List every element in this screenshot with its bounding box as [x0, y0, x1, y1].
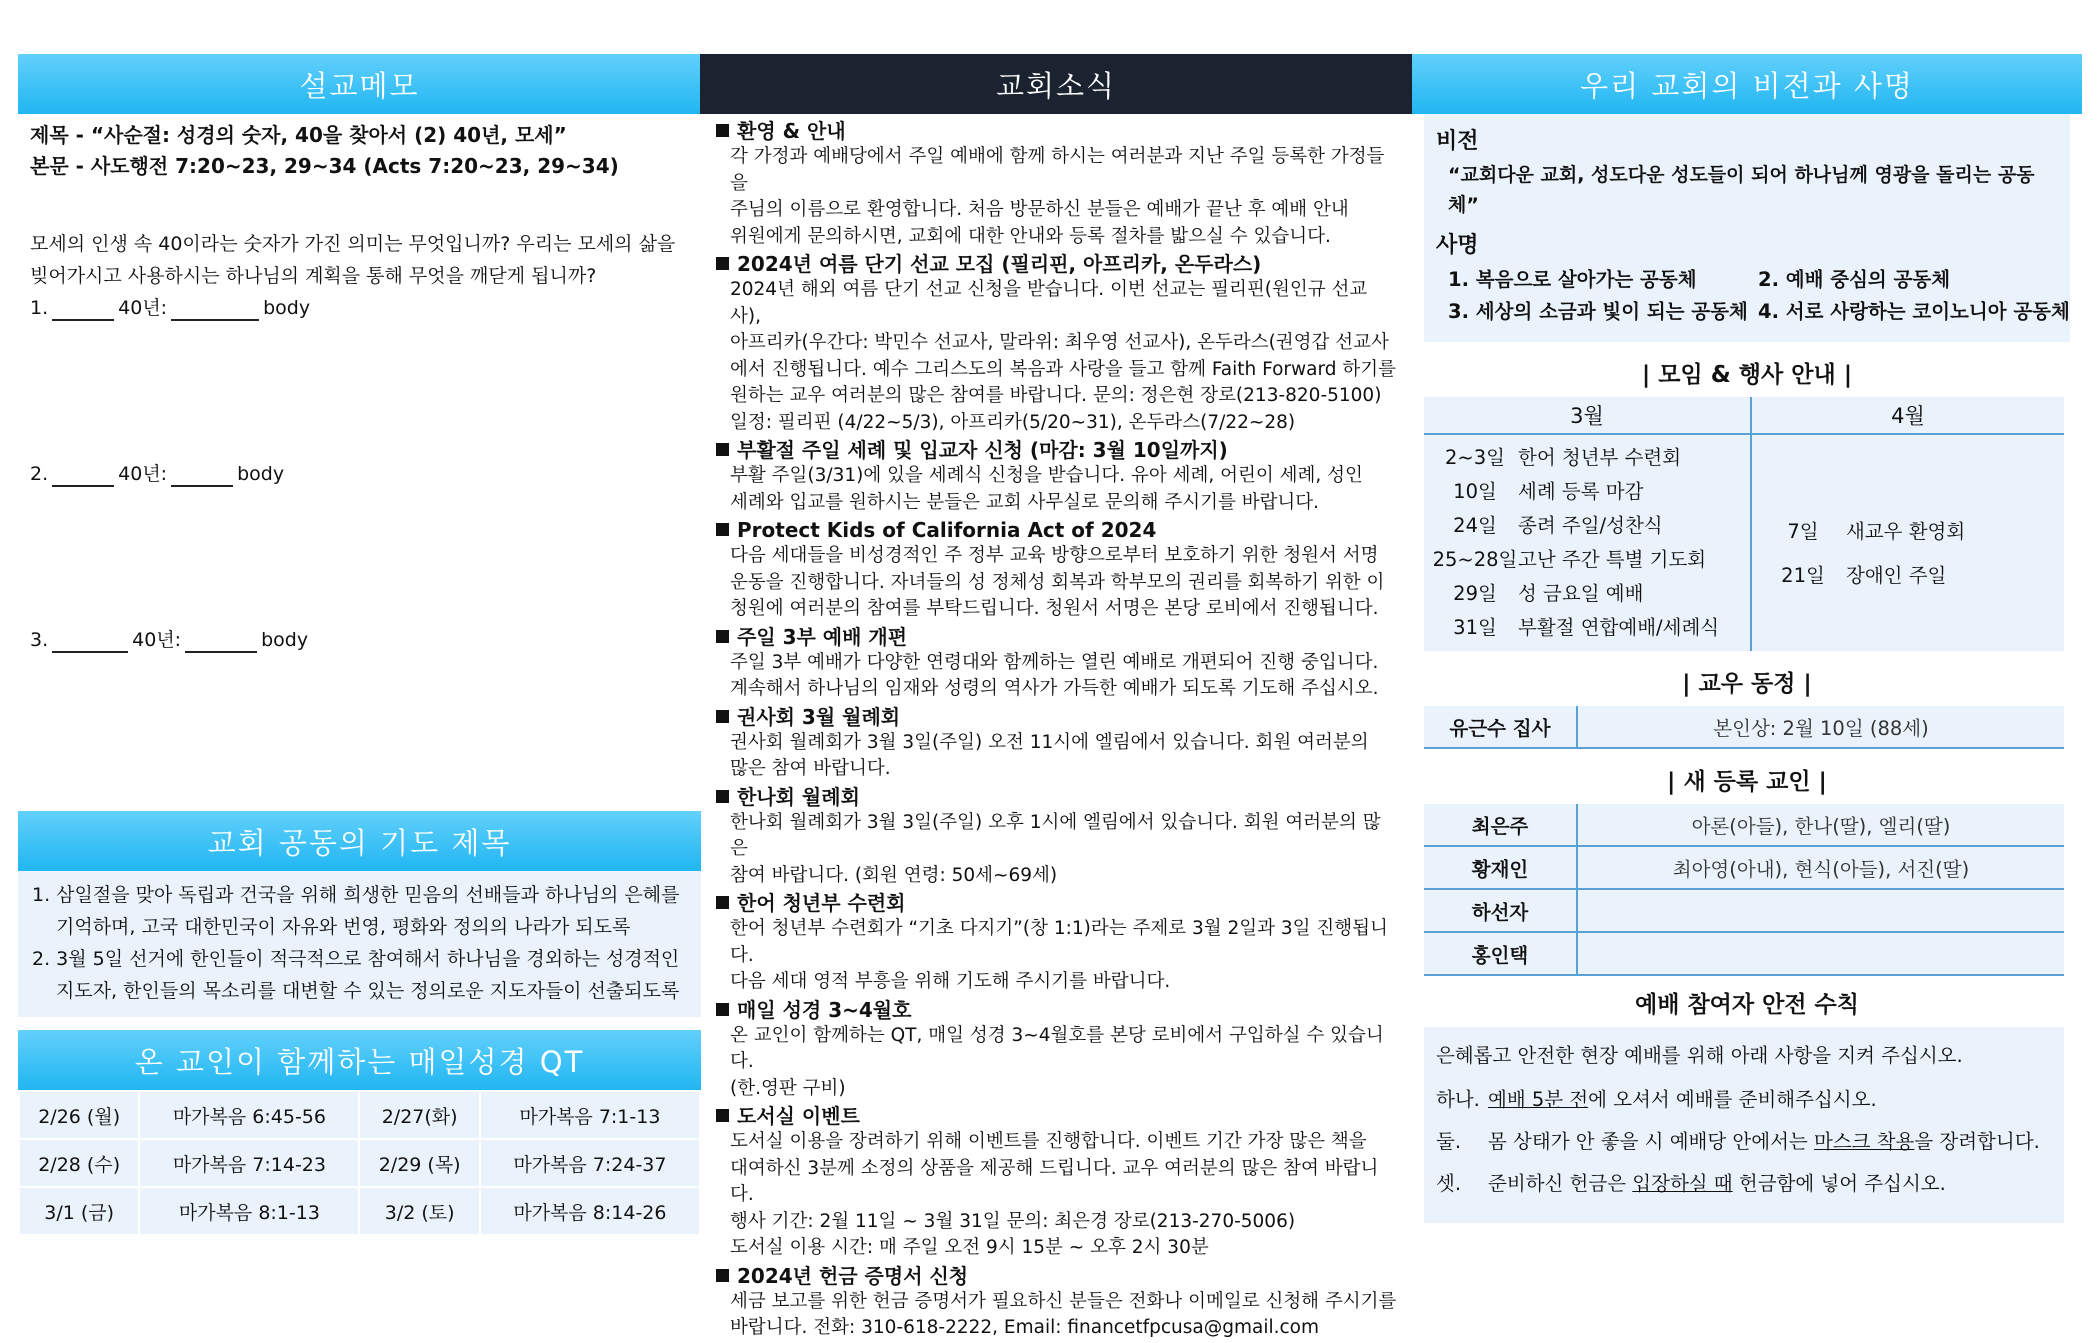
events-table — [1424, 397, 2064, 651]
news-item: 권사회 3월 월례회 권사회 월례회가 3월 3일(주일) 오전 11시에 엘림에서 있습니다. 회원 여러분의 많은 참여 바랍니다. — [716, 704, 1398, 783]
list-item: 25~28일 고난 주간 특별 기도회 — [1432, 548, 1707, 571]
news-item: Protect Kids of California Act of 2024 다음 세대들을 비성경적인 주 정부 교육 방향으로부터 보호하기 위한 청원서 서명 운동을 진행합니다. 자녀들의 성 정체성 회복과 학부모의 권리를 회복하기 위한 이 청원에 여러분의 참여를 부탁드립니다. 청원서 서명은 본당 로비에서 진행됩니다. — [716, 517, 1398, 623]
members-news-table — [1424, 706, 2064, 749]
table-row: 2/26 (월) 마가복음 6:45-56 2/27(화) 마가복음 7:1-13 — [19, 1091, 700, 1139]
safety-title: 예배 참여자 안전 수칙 — [1635, 992, 1859, 1018]
mission-item: 2. 예배 중심의 공동체 — [1758, 268, 1951, 291]
qt-table — [18, 1090, 701, 1236]
news-item: 매일 성경 3~4월호 온 교인이 함께하는 QT, 매일 성경 3~4월호를 본당 로비에서 구입하실 수 있습니다. (한.영판 구비) — [716, 997, 1398, 1103]
prayer-item: 2. 3월 5일 선거에 한인들이 적극적으로 참여해서 하나님을 경외하는 성경적인 지도자, 한인들의 목소리를 대변할 수 있는 정의로운 지도자들이 선출되도록 — [32, 948, 680, 1002]
mission-item: 3. 세상의 소금과 빛이 되는 공동체 — [1448, 300, 1748, 323]
mission-item: 4. 서로 사랑하는 코이노니아 공동체 — [1758, 300, 2070, 323]
sermon-title: 제목 - “사순절: 성경의 숫자, 40을 찾아서 (2) 40년, 모세” — [30, 123, 567, 147]
news-item: 주일 3부 예배 개편 주일 3부 예배가 다양한 연령대와 함께하는 열린 예배로 개편되어 진행 중입니다. 계속해서 하나님의 임재와 성령의 역사가 가득한 예배가 되도록 기도해 주십시오. — [716, 624, 1398, 703]
vision-column — [1412, 54, 2082, 1223]
mission-item: 1. 복음으로 살아가는 공동체 — [1448, 268, 1697, 291]
safety-intro: 은혜롭고 안전한 현장 예배를 위해 아래 사항을 지켜 주십시오. — [1436, 1044, 1963, 1067]
vision-box — [1424, 114, 2070, 342]
safety-box — [1424, 1027, 2064, 1223]
list-item: 7일 새교우 환영회 — [1787, 520, 1966, 543]
list-item: 21일 장애인 주일 — [1781, 564, 1947, 587]
qt-header: 온 교인이 함께하는 매일성경 QT — [18, 1030, 701, 1090]
news-item: 2024년 여름 단기 선교 모집 (필리핀, 아프리카, 온두라스) 2024년 해외 여름 단기 선교 신청을 받습니다. 이번 선교는 필리핀(원인규 선교사), 아프리카(우간다: 박민수 선교사, 말라위: 최우영 선교사), 온두라스(권영갑 선교사 에서 진행됩니다. 예수 그리스도의 복음과 사랑을 들고 함께 Faith Forward 하기를 원하는 교우 여러분의 많은 참여를 바랍니다. 문의: 정은현 장로(213-820-5100) 일정: 필리핀 (4/22~5/3), 아프리카(5/20~31), 온두라스(7/22~28) — [716, 251, 1398, 436]
qt-section — [18, 1030, 701, 1236]
vision-header: 우리 교회의 비전과 사명 — [1412, 54, 2082, 114]
prayer-item: 1. 삼일절을 맞아 독립과 건국을 위해 희생한 믿음의 선배들과 하나님의 은혜를 기억하며, 고국 대한민국이 자유와 번영, 평화와 정의의 나라가 되도록 — [32, 884, 680, 938]
blank-line-1: 1. 40년: body — [30, 297, 311, 319]
safety-rule: 둘. 몸 상태가 안 좋을 시 예배당 안에서는 마스크 착용을 장려합니다. — [1436, 1130, 2040, 1153]
sermon-header: 설교메모 — [18, 54, 701, 114]
table-row: 3/1 (금) 마가복음 8:1-13 3/2 (토) 마가복음 8:14-26 — [19, 1187, 700, 1235]
vision-label: 비전 — [1436, 129, 1479, 154]
prayer-section — [18, 811, 701, 1017]
table-row: 하선자 — [1424, 889, 2064, 932]
table-row: 유근수 집사 본인상: 2월 10일 (88세) — [1424, 706, 2064, 748]
news-header: 교회소식 — [700, 54, 1412, 114]
news-item: 한어 청년부 수련회 한어 청년부 수련회가 “기초 다지기”(창 1:1)라는 주제로 3월 2일과 3일 진행됩니다. 다음 세대 영적 부흥을 위해 기도해 주시기를 바랍니다. — [716, 890, 1398, 996]
table-row: 2/28 (수) 마가복음 7:14-23 2/29 (목) 마가복음 7:24-37 — [19, 1139, 700, 1187]
new-members-title: | 새 등록 교인 | — [1667, 769, 1827, 795]
new-members-table — [1424, 804, 2064, 976]
vision-text: “교회다운 교회, 성도다운 성도들이 되어 하나님께 영광을 돌리는 공동체” — [1448, 164, 2035, 216]
members-news-title: | 교우 동정 | — [1682, 671, 1812, 697]
news-column — [700, 54, 1412, 1343]
list-item: 31일 부활절 연합예배/세례식 — [1453, 616, 1720, 639]
sermon-text-ref: 본문 - 사도행전 7:20~23, 29~34 (Acts 7:20~23, 29~34) — [30, 154, 619, 178]
safety-rule: 하나. 예배 5분 전에 오셔서 예배를 준비해주십시오. — [1436, 1088, 1877, 1111]
march-header: 3월 — [1424, 397, 1751, 434]
list-item: 24일 종려 주일/성찬식 — [1453, 514, 1663, 537]
list-item: 2~3일 한어 청년부 수련회 — [1445, 446, 1682, 469]
table-row: 홍인택 — [1424, 932, 2064, 975]
table-row: 최은주 아론(아들), 한나(딸), 엘리(딸) — [1424, 804, 2064, 846]
news-item: 환영 & 안내 각 가정과 예배당에서 주일 예배에 함께 하시는 여러분과 지난 주일 등록한 가정들을 주님의 이름으로 환영합니다. 처음 방문하신 분들은 예배가 끝난 후 예배 안내 위원에게 문의하시면, 교회에 대한 안내와 등록 절차를 밟으실 수 있습니다. — [716, 118, 1398, 250]
table-row: 황재인 최아영(아내), 현식(아들), 서진(딸) — [1424, 846, 2064, 889]
sermon-column — [18, 54, 701, 1224]
news-item: 한나회 월례회 한나회 월례회가 3월 3일(주일) 오후 1시에 엘림에서 있습니다. 회원 여러분의 많은 참여 바랍니다. (회원 연령: 50세~69세) — [716, 784, 1398, 890]
list-item: 29일 성 금요일 예배 — [1453, 582, 1644, 605]
prayer-header: 교회 공동의 기도 제목 — [18, 811, 701, 871]
blank-line-3: 3. 40년: body — [30, 629, 309, 651]
april-header: 4월 — [1751, 397, 2064, 434]
safety-rule: 셋. 준비하신 헌금은 입장하실 때 헌금함에 넣어 주십시오. — [1436, 1172, 1946, 1195]
news-item: 2024년 헌금 증명서 신청 세금 보고를 위한 헌금 증명서가 필요하신 분들은 전화나 이메일로 신청해 주시기를 바랍니다. 전화: 310-618-2222, Email: financetfpcusa@gmail.com — [716, 1263, 1398, 1342]
mission-label: 사명 — [1436, 233, 1479, 258]
sermon-question: 모세의 인생 속 40이라는 숫자가 가진 의미는 무엇입니까? 우리는 모세의 삶을 빚어가시고 사용하시는 하나님의 계획을 통해 무엇을 깨닫게 됩니까? — [30, 233, 676, 287]
blank-line-2: 2. 40년: body — [30, 463, 285, 485]
news-list — [700, 114, 1412, 1342]
news-item: 부활절 주일 세례 및 입교자 신청 (마감: 3월 10일까지) 부활 주일(3/31)에 있을 세례식 신청을 받습니다. 유아 세례, 어린이 세례, 성인 세례와 입교를 원하시는 분들은 교회 사무실로 문의해 주시기를 바랍니다. — [716, 437, 1398, 516]
list-item: 10일 세례 등록 마감 — [1453, 480, 1644, 503]
news-item: 도서실 이벤트 도서실 이용을 장려하기 위해 이벤트를 진행합니다. 이벤트 기간 가장 많은 책을 대여하신 3분께 소정의 상품을 제공해 드립니다. 교우 여러분의 많은 참여 바랍니다. 행사 기간: 2월 11일 ~ 3월 31일 문의: 최은경 장로(213-270-5006) 도서실 이용 시간: 매 주일 오전 9시 15분 ~ 오후 2시 30분 — [716, 1103, 1398, 1262]
events-title: | 모임 & 행사 안내 | — [1641, 362, 1853, 388]
